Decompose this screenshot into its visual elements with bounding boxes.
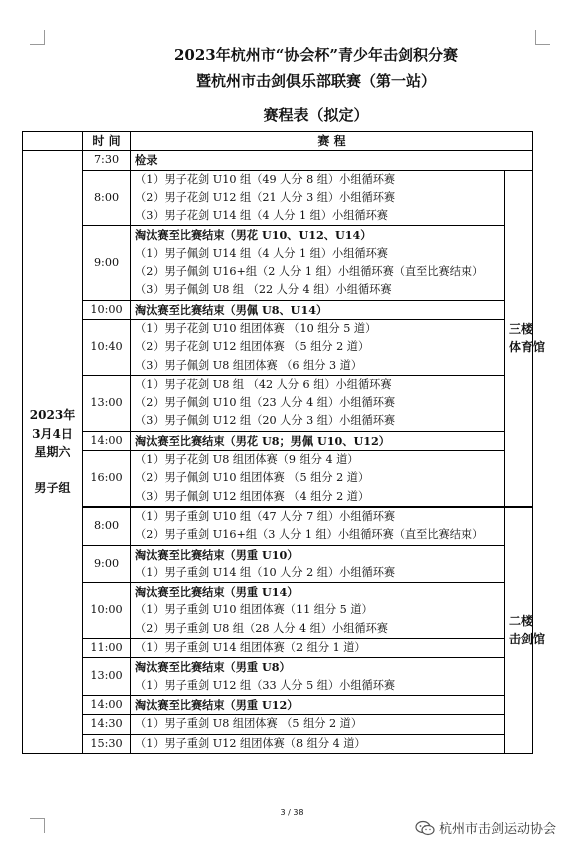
event-line: （1）男子佩剑 U14 组（4 人分 1 组）小组循环赛 <box>135 246 388 260</box>
knockout-line: 淘汰赛至比赛结束（男佩 U8、U14） <box>135 302 328 317</box>
event-line: （1）男子花剑 U8 组 （42 人分 6 组）小组循环赛 <box>135 377 392 391</box>
event-line: （1）男子重剑 U10 组团体赛（11 组分 5 道） <box>135 603 373 617</box>
event-line: （1）男子花剑 U10 组团体赛 （10 组分 5 道） <box>135 321 377 335</box>
header-time: 时 间 <box>83 132 131 151</box>
table-row <box>23 319 533 375</box>
crop-mark-bottom-left <box>30 818 45 833</box>
time-cell: 10:00 <box>83 300 131 319</box>
event-cell <box>131 695 505 714</box>
time-cell: 10:00 <box>83 583 131 639</box>
event-line: （2）男子佩剑 U10 组团体赛 （5 组分 2 道） <box>135 471 370 485</box>
venue-cell-third-floor <box>505 170 546 507</box>
table-row <box>23 639 533 658</box>
crop-mark-top-left <box>30 30 45 45</box>
date-label-line: 男子组 <box>34 481 71 496</box>
document-title: 2023年杭州市“协会杯”青少年击剑积分赛 <box>173 46 458 64</box>
knockout-line: 淘汰赛至比赛结束（男重 U12） <box>135 697 299 712</box>
table-row <box>23 226 533 300</box>
header-blank-cell <box>23 132 83 151</box>
time-cell: 9:00 <box>83 226 131 300</box>
event-line: （3）男子佩剑 U12 组（20 人分 3 组）小组循环赛 <box>135 414 396 428</box>
watermark-text: 杭州市击剑运动协会 <box>438 822 556 837</box>
table-row <box>23 695 533 714</box>
schedule-heading: 赛程表（拟定） <box>263 106 369 124</box>
table-row <box>23 151 533 170</box>
knockout-line: 检录 <box>135 153 158 168</box>
crop-mark-top-right <box>535 30 550 45</box>
table-row <box>23 170 533 226</box>
event-cell <box>131 658 505 696</box>
table-row <box>23 658 533 696</box>
date-label-line: 3月4日 <box>32 426 73 441</box>
event-cell <box>131 715 505 734</box>
time-cell: 13:00 <box>83 658 131 696</box>
event-cell <box>131 734 505 753</box>
time-cell: 14:30 <box>83 715 131 734</box>
event-cell <box>131 583 505 639</box>
event-line: （1）男子重剑 U12 组（33 人分 5 组）小组循环赛 <box>135 678 396 692</box>
knockout-line: 淘汰赛至比赛结束（男花 U8；男佩 U10、U12） <box>135 433 390 448</box>
table-row <box>23 583 533 639</box>
table-row <box>23 545 533 583</box>
time-cell: 14:00 <box>83 695 131 714</box>
event-cell <box>131 545 505 583</box>
time-cell: 10:40 <box>83 319 131 375</box>
page-number: 3 / 38 <box>280 808 304 817</box>
event-cell <box>131 319 505 375</box>
table-row <box>23 715 533 734</box>
event-line: （3）男子佩剑 U8 组团体赛 （6 组分 3 道） <box>135 358 363 372</box>
table-row <box>23 451 533 507</box>
event-cell <box>131 151 533 170</box>
event-line: （1）男子花剑 U10 组（49 人分 8 组）小组循环赛 <box>135 172 396 186</box>
table-row <box>23 507 533 545</box>
table-row <box>23 375 533 431</box>
time-cell: 9:00 <box>83 545 131 583</box>
time-cell: 14:00 <box>83 431 131 450</box>
table-row <box>23 300 533 319</box>
event-cell <box>131 639 505 658</box>
wechat-icon <box>415 820 435 836</box>
event-cell <box>131 170 505 226</box>
event-line: （1）男子重剑 U12 组团体赛（8 组分 4 道） <box>135 736 366 750</box>
venue-label: 体育馆 <box>509 340 546 355</box>
event-cell <box>131 507 505 545</box>
document-subtitle: 暨杭州市击剑俱乐部联赛（第一站） <box>195 72 436 90</box>
knockout-line: 淘汰赛至比赛结束（男重 U10） <box>135 547 299 562</box>
event-line: （3）男子佩剑 U12 组团体赛 （4 组分 2 道） <box>135 489 370 503</box>
event-line: （2）男子佩剑 U16+组（2 人分 1 组）小组循环赛（直至比赛结束） <box>135 265 484 279</box>
event-cell <box>131 431 505 450</box>
knockout-line: 淘汰赛至比赛结束（男重 U8） <box>135 660 291 675</box>
event-cell <box>131 226 505 300</box>
watermark <box>415 818 556 837</box>
knockout-line: 淘汰赛至比赛结束（男花 U10、U12、U14） <box>135 228 372 243</box>
date-group-cell <box>23 151 83 754</box>
event-line: （2）男子花剑 U12 组（21 人分 3 组）小组循环赛 <box>135 190 396 204</box>
event-line: （3）男子佩剑 U8 组 （22 人分 4 组）小组循环赛 <box>135 283 392 297</box>
event-line: （1）男子重剑 U8 组团体赛 （5 组分 2 道） <box>135 717 363 731</box>
header-schedule: 赛 程 <box>131 132 533 151</box>
table-row <box>23 431 533 450</box>
event-cell <box>131 300 505 319</box>
date-label-line: 星期六 <box>34 444 71 459</box>
event-line: （1）男子花剑 U8 组团体赛（9 组分 4 道） <box>135 453 359 467</box>
time-cell: 8:00 <box>83 170 131 226</box>
event-line: （1）男子重剑 U10 组（47 人分 7 组）小组循环赛 <box>135 509 396 523</box>
event-line: （1）男子重剑 U14 组（10 人分 2 组）小组循环赛 <box>135 565 396 579</box>
venue-label: 击剑馆 <box>509 632 546 647</box>
venue-cell-second-floor <box>505 507 546 753</box>
time-cell: 15:30 <box>83 734 131 753</box>
table-row <box>23 734 533 753</box>
time-cell: 16:00 <box>83 451 131 507</box>
event-cell <box>131 451 505 507</box>
event-line: （1）男子重剑 U14 组团体赛（2 组分 1 道） <box>135 641 366 655</box>
table-header-row <box>23 132 533 151</box>
time-cell: 11:00 <box>83 639 131 658</box>
time-cell: 8:00 <box>83 507 131 545</box>
event-cell <box>131 375 505 431</box>
schedule-table <box>22 131 546 754</box>
event-line: （2）男子重剑 U8 组（28 人分 4 组）小组循环赛 <box>135 621 388 635</box>
date-label-line <box>27 461 78 479</box>
time-cell: 7:30 <box>83 151 131 170</box>
venue-label: 三楼 <box>509 321 534 336</box>
knockout-line: 淘汰赛至比赛结束（男重 U14） <box>135 585 299 600</box>
venue-label: 二楼 <box>509 614 534 629</box>
event-line: （2）男子重剑 U16+组（3 人分 1 组）小组循环赛（直至比赛结束） <box>135 528 484 542</box>
event-line: （2）男子花剑 U12 组团体赛 （5 组分 2 道） <box>135 340 370 354</box>
time-cell: 13:00 <box>83 375 131 431</box>
event-line: （3）男子花剑 U14 组（4 人分 1 组）小组循环赛 <box>135 209 388 223</box>
event-line: （2）男子佩剑 U10 组（23 人分 4 组）小组循环赛 <box>135 396 396 410</box>
date-label-line: 2023年 <box>29 408 76 423</box>
